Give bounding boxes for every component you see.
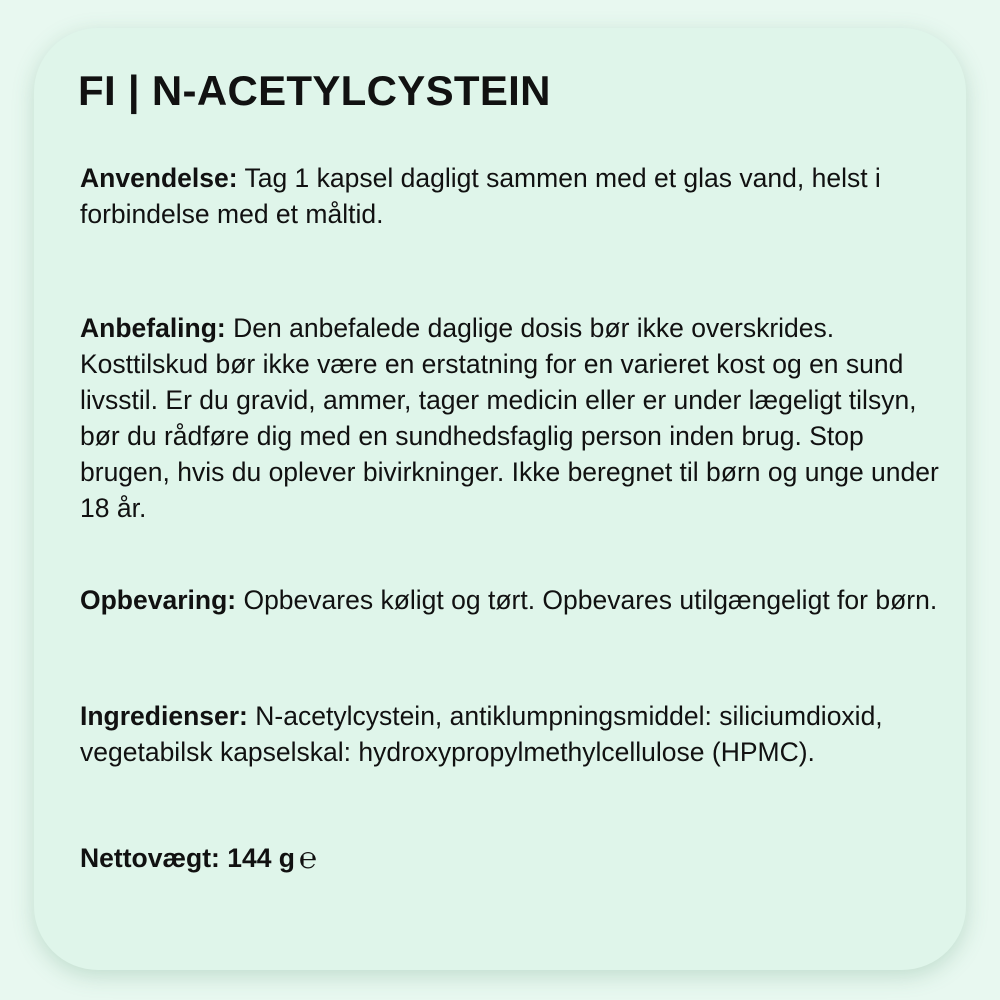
ingredients-section	[80, 698, 940, 770]
storage-section	[80, 582, 940, 618]
estimated-sign-icon: ℮	[298, 841, 317, 876]
recommendation-text: Den anbefalede daglige dosis bør ikke overskrides. Kosttilskud bør ikke være en erstatning for en varieret kost og en sund livsstil. Er du gravid, ammer, tager medicin eller er under lægeligt tilsyn, bør du rådføre dig med en sundhedsfaglig person inden brug. Stop brugen, hvis du oplever bivirkninger. Ikke beregnet til børn og unge under 18 år.	[80, 313, 939, 523]
recommendation-label: Anbefaling:	[80, 313, 226, 343]
usage-label: Anvendelse:	[80, 163, 238, 193]
usage-text: Tag 1 kapsel dagligt sammen med et glas vand, helst i forbindelse med et måltid.	[80, 163, 881, 229]
net-weight-section	[80, 840, 940, 876]
storage-label: Opbevaring:	[80, 585, 237, 615]
storage-text: Opbevares køligt og tørt. Opbevares utilgængeligt for børn.	[243, 585, 938, 615]
ingredients-text: N-acetylcystein, antiklumpningsmiddel: siliciumdioxid, vegetabilsk kapselskal: hydroxypropylmethylcellulose (HPMC).	[80, 701, 883, 767]
recommendation-section	[80, 310, 940, 526]
usage-section	[80, 160, 940, 232]
product-title: FI | N-ACETYLCYSTEIN	[78, 67, 551, 114]
label-card	[34, 28, 966, 970]
ingredients-label: Ingredienser:	[80, 701, 248, 731]
net-weight-label: Nettovægt: 144 g	[80, 843, 295, 873]
